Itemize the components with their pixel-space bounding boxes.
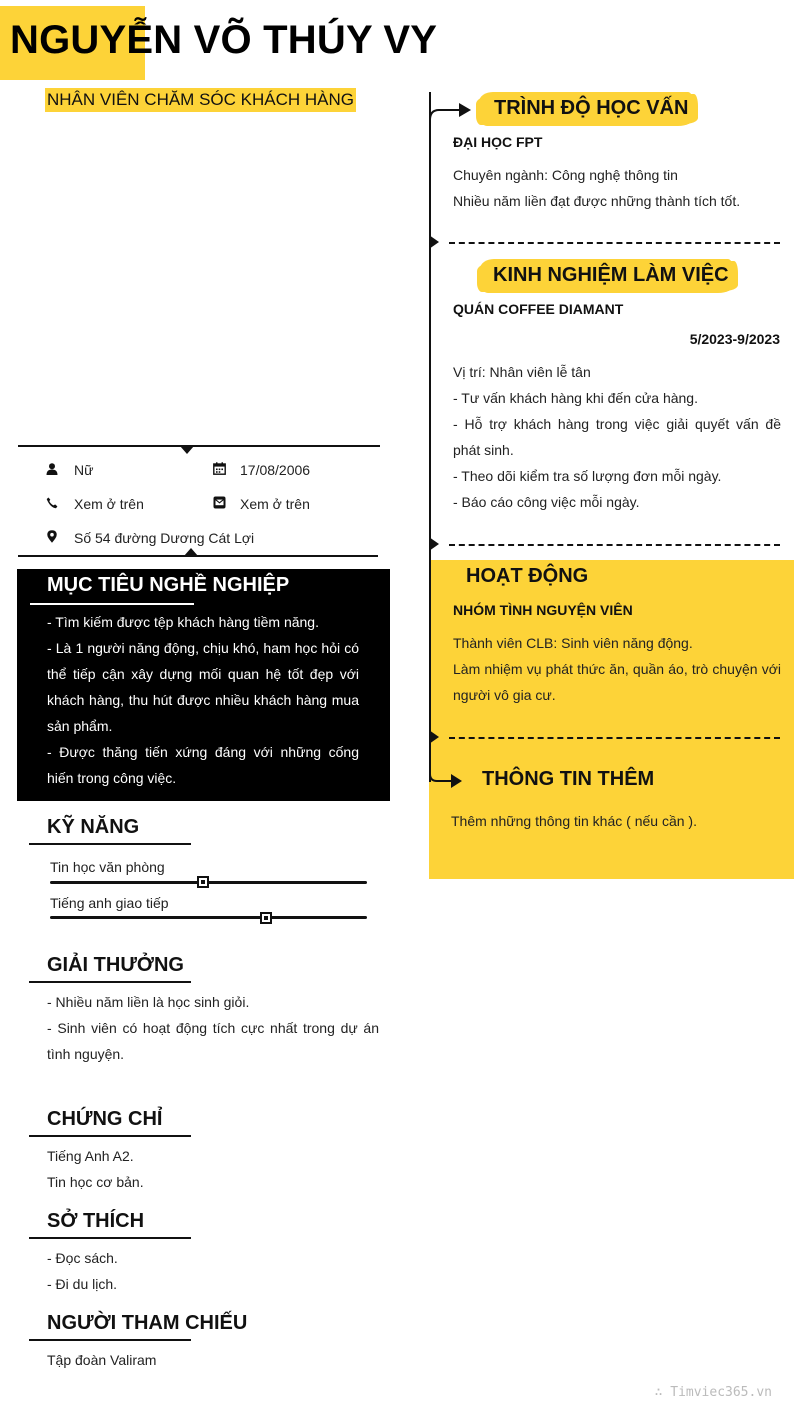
career-goal-line: - Là 1 người năng động, chịu khó, ham học hỏi có thể tiếp cận xây dựng mối quan hệ tốt đẹp với khách hàng, thu hút được nhiều khách hàng mua sản phẩm. xyxy=(47,640,359,734)
certificates-title: CHỨNG CHỈ xyxy=(47,1108,163,1130)
career-goal-title: MỤC TIÊU NGHỀ NGHIỆP xyxy=(47,574,290,596)
divider-arrow-down xyxy=(180,446,194,454)
timeline-line xyxy=(429,92,431,782)
certificates-content xyxy=(47,1143,377,1195)
skill-name: Tin học văn phòng xyxy=(50,859,165,875)
career-goal-line: - Tìm kiếm được tệp khách hàng tiềm năng. xyxy=(47,614,319,630)
section-divider xyxy=(449,544,780,546)
email-icon xyxy=(212,495,226,509)
awards-title: GIẢI THƯỞNG xyxy=(47,954,184,976)
activities-title: HOẠT ĐỘNG xyxy=(466,565,589,587)
section-divider xyxy=(449,242,780,244)
timeline-end-arrow-icon xyxy=(429,762,465,797)
timeline-tick xyxy=(429,235,439,249)
experience-title: KINH NGHIỆM LÀM VIỆC xyxy=(493,264,729,286)
career-goal-content xyxy=(47,609,359,791)
address-value: Số 54 đường Dương Cát Lợi xyxy=(74,530,255,546)
extra-info-title: THÔNG TIN THÊM xyxy=(482,768,655,790)
experience-period: 5/2023-9/2023 xyxy=(689,331,780,347)
section-divider xyxy=(449,737,780,739)
phone-value: Xem ở trên xyxy=(74,496,144,512)
hobbies-underline xyxy=(29,1237,191,1239)
award-line: - Sinh viên có hoạt động tích cực nhất trong dự án tình nguyện. xyxy=(47,1020,379,1062)
gender-value: Nữ xyxy=(74,462,94,478)
awards-underline xyxy=(29,981,191,983)
activities-group: NHÓM TÌNH NGUYỆN VIÊN xyxy=(453,602,633,618)
experience-content xyxy=(453,359,781,515)
skills-underline xyxy=(29,843,191,845)
references-title: NGƯỜI THAM CHIẾU xyxy=(47,1312,248,1334)
certificates-underline xyxy=(29,1135,191,1137)
job-title: NHÂN VIÊN CHĂM SÓC KHÁCH HÀNG xyxy=(45,88,356,112)
education-line: Nhiều năm liền đạt được những thành tích tốt. xyxy=(453,193,741,209)
activities-content xyxy=(453,630,781,708)
skill-level-knob xyxy=(260,912,272,924)
extra-info-text: Thêm những thông tin khác ( nếu cần ). xyxy=(451,813,697,829)
timeline-tick xyxy=(429,730,439,744)
education-school: ĐẠI HỌC FPT xyxy=(453,134,543,150)
activity-line: Làm nhiệm vụ phát thức ăn, quần áo, trò chuyện với người vô gia cư. xyxy=(453,661,781,703)
contact-top-divider xyxy=(18,445,380,447)
reference-line: Tập đoàn Valiram xyxy=(47,1352,157,1368)
experience-line: - Theo dõi kiểm tra số lượng đơn mỗi ngày. xyxy=(453,468,722,484)
references-underline xyxy=(29,1339,191,1341)
career-goal-line: - Được thăng tiến xứng đáng với những cống hiến trong công việc. xyxy=(47,744,359,786)
award-line: - Nhiều năm liền là học sinh giỏi. xyxy=(47,994,250,1010)
location-pin-icon xyxy=(45,529,59,543)
watermark: ∴ Timviec365.vn xyxy=(654,1385,772,1400)
references-content xyxy=(47,1347,377,1373)
hobby-line: - Đi du lịch. xyxy=(47,1276,118,1292)
user-icon xyxy=(45,462,59,476)
awards-content xyxy=(47,989,379,1067)
education-line: Chuyên ngành: Công nghệ thông tin xyxy=(453,167,678,183)
email-value: Xem ở trên xyxy=(240,496,310,512)
skill-name: Tiếng anh giao tiếp xyxy=(50,895,169,911)
career-goal-underline xyxy=(30,603,194,605)
experience-line: Vị trí: Nhân viên lễ tân xyxy=(453,364,591,380)
certificate-line: Tin học cơ bản. xyxy=(47,1174,144,1190)
candidate-name: NGUYỄN VÕ THÚY VY xyxy=(10,18,438,62)
calendar-icon xyxy=(212,461,226,475)
birthday-value: 17/08/2006 xyxy=(240,462,311,478)
hobbies-content xyxy=(47,1245,377,1297)
skill-track xyxy=(50,916,367,919)
contact-bottom-divider xyxy=(18,555,378,557)
skills-title: KỸ NĂNG xyxy=(47,816,140,838)
activity-line: Thành viên CLB: Sinh viên năng động. xyxy=(453,635,693,651)
experience-line: - Báo cáo công việc mỗi ngày. xyxy=(453,494,640,510)
hobby-line: - Đọc sách. xyxy=(47,1250,118,1266)
timeline-tick xyxy=(429,537,439,551)
education-title: TRÌNH ĐỘ HỌC VẤN xyxy=(494,97,689,119)
education-content xyxy=(453,162,783,214)
phone-icon xyxy=(45,496,59,510)
hobbies-title: SỞ THÍCH xyxy=(47,1210,145,1232)
certificate-line: Tiếng Anh A2. xyxy=(47,1148,134,1164)
experience-company: QUÁN COFFEE DIAMANT xyxy=(453,301,624,317)
experience-line: - Tư vấn khách hàng khi đến cửa hàng. xyxy=(453,390,698,406)
timeline-arrow-icon xyxy=(429,100,473,127)
experience-line: - Hỗ trợ khách hàng trong việc giải quyết vấn đề phát sinh. xyxy=(453,416,781,458)
skill-level-knob xyxy=(197,876,209,888)
